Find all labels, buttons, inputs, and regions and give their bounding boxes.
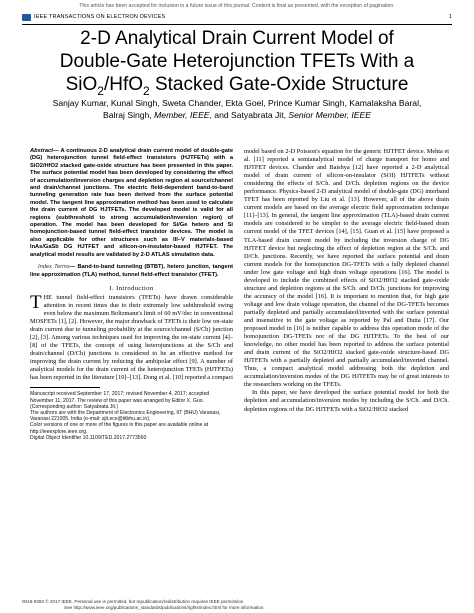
section-heading-introduction: I. Introduction [109, 284, 154, 292]
footer-rights-link[interactable]: See http://www.ieee.org/publications_standards/publications/rights/index.html for more information. [64, 605, 265, 610]
running-header [22, 13, 452, 25]
author-list [22, 98, 452, 121]
right-paragraph-1: model based on 2-D Poisson's equation for the generic HJTFET device. Mehta et al. [11] reported a semianalytical model of charge transport for homo and HJTFET devices. Chander and Baishya [12] have reported a 2-D analytical model of drain current of silicon-on-insulator (SOI) HJTFETs without considering the effects of S/Ch. and D/Ch. depletion regions on the device performance. Physics-based 2-D analytical model of double-gate (DG) interband TFET has been reported by Liu et al. [13]. However, all of the above drain current models are based on the average electric field approximation technique [11]–[13]. In general, the tangent line approximation (TLA)-based drain current models are considered to be simpler to the average electric field-based drain current model of the TFET devices [14], [15]. Guan et al. [15] have proposed a TLA-based drain current model by including the inversion charge of DG HJTFET device but neglecting the effect of depletion region at the S/Ch. and D/Ch. junctions. Recently, we have reported the surface potential and drain current models for the homojunction DG-TFETs with a fully depleted channel under low gate voltage and high drain voltage operations [16]. The model is developed to include the combined effects of SiO2/HfO2 stacked gate-oxide structure and depletion regions at the S/Ch. and D/Ch. junctions for improving the accuracy of the model [16]. It is important to mention that, for high gate voltage and low drain voltage operation, the channel of the DG-TFETs becomes partially depleted and partially accumulated/inverted with the surface potential and insensitive to the gate voltage as reported by Pal and Dutta [17]. Our proposed model in [16] is neither capable to address this operation mode of the homojunction DG-TFETs nor of the DG HJTFETs. To the best of our knowledge, no other model has been reported to address the surface potential and drain current of the SiO2/HfO2 stacked gate-oxide structure-based DG HJTFETs with a partially depleted and partially accumulated/inverted channel. Thus, a compact analytical model addressing both the depletion and accumulation/inversion modes of the DG HJTFETs may be of great interests to the researchers working on the TFETs. [244, 148, 449, 389]
journal-name: IEEE TRANSACTIONS ON ELECTRON DEVICES [34, 14, 166, 20]
intro-paragraph: THE tunnel field-effect transistors (TFETs) have drawn considerable attention in recent times due to their extremely low subthreshold swing even below the maximum Boltzmann's limit of 60 mV/dec in conventional MOSFETs [1], [2]. However, the major drawback of TFETs is their low on-state drain current due to tunneling probability at the source/channel (S/Ch) junction [2], [3]. Among various techniques used for improving the on-state current [4]–[8] of the TFETs, the concept of using heterojunctions at the S/Ch and drain/channel (D/Ch) junctions is considered to be an effective method for improving the drain current by reducing the ambipolar effect [9]. A number of analytical models for the drain current of the heterojunction TFETs (HJTFETs) has been reported in the literature [10]–[13]. Dong et al. [10] reported a compact [30, 291, 233, 382]
paper-title [22, 27, 452, 96]
title-line-3: SiO$_2$/HfO$_2$ Stacked Gate-Oxide Structure [65, 74, 409, 98]
footnote-affiliation: The authors are with the Department of Electronics Engineering, IIT (BHU) Varanasi, Varanasi 221005, India (e-mail: sjit.ece@iitbhu.ac.in). [30, 410, 221, 423]
title-line-1: 2-D Analytical Drain Current Model of [80, 28, 394, 49]
footer-copyright: 0018-9383 © 2017 IEEE. Personal use is permitted, but republication/redistribution requires IEEE permission. [22, 599, 245, 604]
drop-cap: T [30, 291, 42, 313]
footnote-divider [30, 387, 100, 388]
right-paragraph-2: In this paper, we have developed the surface potential model for both the depletion and accumulation/inversion modes by including the S/Ch. and D/Ch. depletion regions of the DG HJTFETs with a SiO2/HfO2 stacked [244, 389, 449, 413]
footnotes [30, 391, 233, 441]
page-number: 1 [448, 14, 452, 20]
footnote-received: Manuscript received September 17, 2017; revised November 4, 2017; accepted November 11, 2017. The review of this paper was arranged by Editor X. Guo. (Corresponding author: Satyabrata Jit.) [30, 391, 210, 410]
right-column [244, 148, 449, 414]
footnote-doi: Digital Object Identifier 10.1109/TED.2017.2773560 [30, 434, 147, 441]
acceptance-notice: This article has been accepted for inclusion in a future issue of this journal. Content is final as presented, with the exception of pagination. [79, 3, 395, 9]
left-column [30, 148, 233, 441]
copyright-footer [22, 599, 452, 611]
title-line-2: Double-Gate Heterojunction TFETs With a [59, 51, 415, 72]
footnote-color: Color versions of one or more of the figures in this paper are available online at http://ieeexplore.ieee.org. [30, 422, 209, 435]
abstract: Abstract— A continuous 2-D analytical drain current model of double-gate (DG) heterojunction tunnel field-effect transistors (HJTFETs) with a SiO2/HfO2 stacked gate-oxide structure has been presented in this paper. The surface potential model has been developed by considering the effect of accumulation/inversion charges and depletion region at source/channel and drain/channel junctions. The electric field-dependent band-to-band tunneling generation rate has been derived from the surface potential model. The tangent line approximation method has been used to calculate the drain current of DG HJTFETs. The developed model is valid for all regions (subthreshold to strong accumulation/inversion region) of operation. The model has been developed for Si/Ge hetero and Si homojunction-based tunnel field-effect transistor devices. The model is also applicable for other structures such as III–V materials-based InAs/GaSb DG HJTFET and silicon-on-insulator-based HJTFET. The analytical model results are validated by 2-D ATLAS simulation data. [30, 148, 233, 258]
index-terms: Index Terms— Band-to-band tunneling (BTBT), hetero junction, tangent line approximation (TLA) method, tunnel field-effect transistor (TFET). [30, 264, 233, 278]
author-line-2: Balraj Singh, Member, IEEE, and Satyabrata Jit, Senior Member, IEEE [103, 109, 371, 120]
ieee-logo-icon [22, 14, 31, 21]
author-line-1: Sanjay Kumar, Kunal Singh, Sweta Chander, Ekta Goel, Prince Kumar Singh, Kamalaksha Baral, [52, 98, 422, 108]
